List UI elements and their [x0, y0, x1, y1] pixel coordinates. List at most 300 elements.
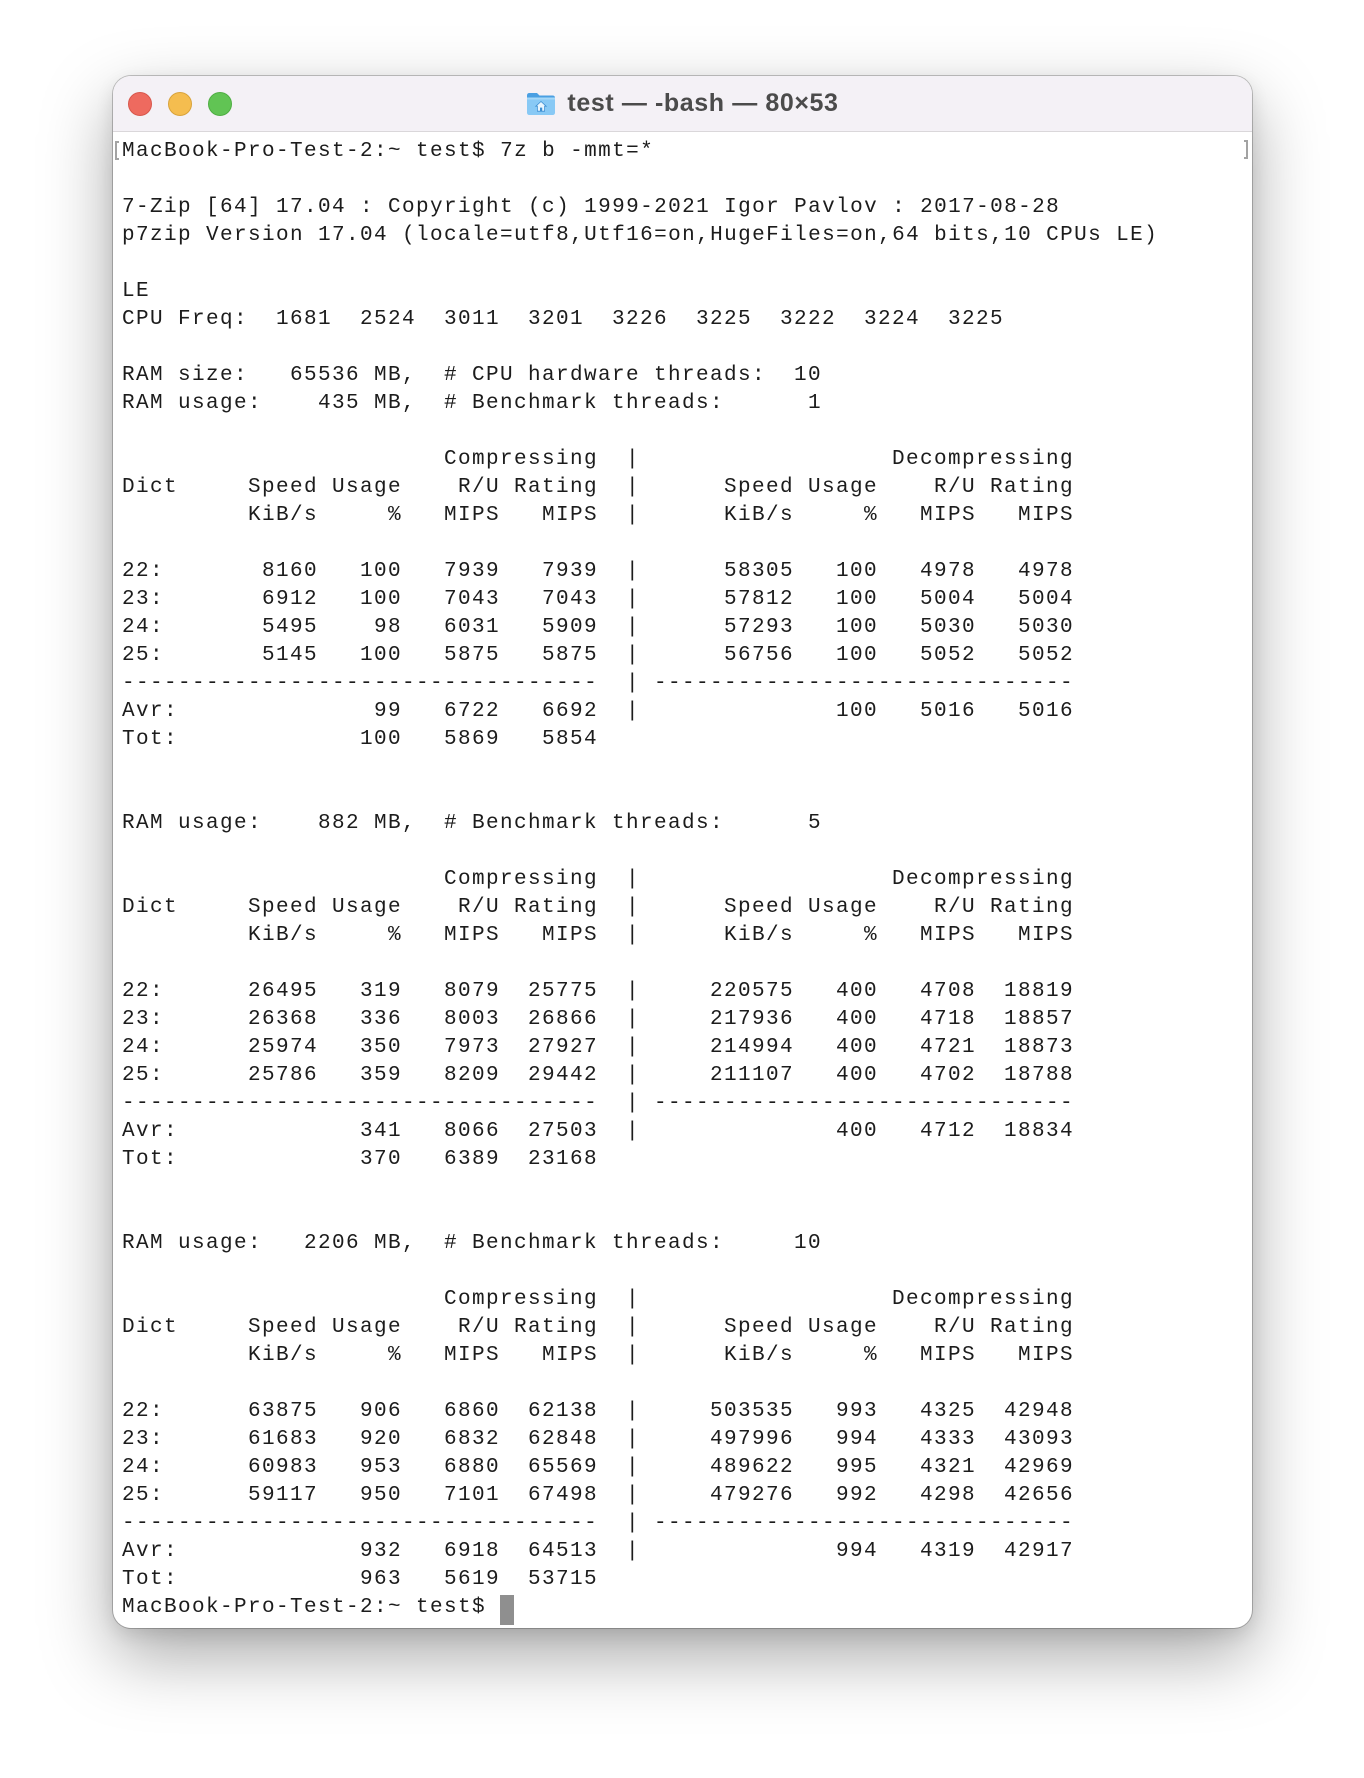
cpu-freq-value: 3224 [863, 308, 920, 331]
unit-speed: KiB/s [248, 924, 319, 947]
header-usage: Usage [807, 1316, 878, 1339]
bench-threads-value: 1 [807, 392, 822, 415]
table-header-columns [122, 474, 1252, 502]
table-header-section [122, 1286, 1252, 1314]
decompress-ru: 4333 [919, 1428, 976, 1451]
unit-mips: MIPS [443, 504, 500, 527]
dict-size: 25: [122, 1484, 165, 1507]
avr-compress-usage: 932 [359, 1540, 402, 1563]
prompt-line[interactable] [122, 1594, 1252, 1622]
header-rating: Rating [513, 1316, 598, 1339]
tot-rating: 23168 [527, 1148, 598, 1171]
header-decompressing: Decompressing [891, 448, 1074, 471]
bench-threads-label: # Benchmark threads: [444, 812, 725, 835]
compress-usage: 100 [359, 588, 402, 611]
table-header-units [122, 922, 1252, 950]
compress-rating: 67498 [527, 1484, 598, 1507]
avr-compress-ru: 8066 [443, 1120, 500, 1143]
compress-ru: 7973 [443, 1036, 500, 1059]
decompress-usage: 400 [835, 1064, 878, 1087]
compress-rating: 62848 [527, 1428, 598, 1451]
column-divider: | [625, 700, 640, 723]
ram-usage-value: 2206 [303, 1232, 360, 1255]
tot-rating: 53715 [527, 1568, 598, 1591]
cpu-freq-value: 1681 [275, 308, 332, 331]
blank-line [122, 838, 1252, 866]
compress-speed: 25786 [247, 1064, 318, 1087]
header-dict: Dict [122, 476, 179, 499]
compress-ru: 6880 [443, 1456, 500, 1479]
avr-compress-rating: 64513 [527, 1540, 598, 1563]
column-divider: | [625, 672, 640, 695]
column-divider: | [625, 1120, 640, 1143]
avr-compress-rating: 27503 [527, 1120, 598, 1143]
column-divider: | [625, 868, 640, 891]
column-divider: | [625, 644, 640, 667]
compress-rating: 26866 [527, 1008, 598, 1031]
ram-usage-line [122, 390, 1252, 418]
blank-line [122, 950, 1252, 978]
compress-rating: 5909 [541, 616, 598, 639]
blank-line [122, 166, 1252, 194]
column-divider: | [625, 1064, 640, 1087]
header-speed: Speed [723, 476, 794, 499]
line-mark-left-icon [115, 141, 119, 160]
dict-size: 24: [122, 1456, 165, 1479]
unit-usage: % [387, 1344, 402, 1367]
avr-decompress-usage: 400 [835, 1120, 878, 1143]
decompress-speed: 57812 [723, 588, 794, 611]
unit-mips: MIPS [443, 1344, 500, 1367]
column-divider: | [625, 1428, 640, 1451]
decompress-usage: 100 [835, 644, 878, 667]
decompress-ru: 4298 [919, 1484, 976, 1507]
compress-usage: 319 [359, 980, 402, 1003]
compress-rating: 25775 [527, 980, 598, 1003]
text-cursor [500, 1595, 514, 1625]
unit-mips: MIPS [541, 1344, 598, 1367]
compress-speed: 6912 [261, 588, 318, 611]
bench-row [122, 1454, 1252, 1482]
compress-ru: 6832 [443, 1428, 500, 1451]
decompress-ru: 4721 [919, 1036, 976, 1059]
rule-right: ------------------------------ [653, 1092, 1074, 1115]
decompress-rating: 18857 [1003, 1008, 1074, 1031]
bench-row [122, 586, 1252, 614]
blank-line [122, 1370, 1252, 1398]
dict-size: 24: [122, 1036, 165, 1059]
average-row [122, 1118, 1252, 1146]
column-divider: | [625, 476, 640, 499]
decompress-speed: 56756 [723, 644, 794, 667]
column-divider: | [625, 980, 640, 1003]
column-divider: | [625, 1456, 640, 1479]
decompress-ru: 4325 [919, 1400, 976, 1423]
header-compressing: Compressing [443, 448, 598, 471]
header-rating: Rating [989, 1316, 1074, 1339]
decompress-rating: 43093 [1003, 1428, 1074, 1451]
ram-usage-unit: MB, [373, 392, 416, 415]
table-header-columns [122, 1314, 1252, 1342]
unit-mips: MIPS [919, 504, 976, 527]
terminal-window [113, 76, 1252, 1628]
column-divider: | [625, 1400, 640, 1423]
hw-threads-value: 10 [793, 364, 822, 387]
dict-size: 25: [122, 1064, 165, 1087]
ram-usage-unit: MB, [373, 812, 416, 835]
total-row [122, 1146, 1252, 1174]
ram-size-label: RAM size: [122, 364, 249, 387]
compress-ru: 7101 [443, 1484, 500, 1507]
bench-row [122, 1034, 1252, 1062]
cpu-freq-line [122, 306, 1252, 334]
bench-row [122, 1426, 1252, 1454]
avr-compress-ru: 6722 [443, 700, 500, 723]
decompress-rating: 18873 [1003, 1036, 1074, 1059]
dict-size: 25: [122, 644, 165, 667]
decompress-rating: 42969 [1003, 1456, 1074, 1479]
header-ru: R/U [933, 476, 976, 499]
total-row [122, 1566, 1252, 1594]
compress-speed: 8160 [261, 560, 318, 583]
column-divider: | [625, 1008, 640, 1031]
column-divider: | [625, 1036, 640, 1059]
dict-size: 22: [122, 560, 165, 583]
unit-mips: MIPS [919, 1344, 976, 1367]
unit-usage: % [863, 504, 878, 527]
decompress-ru: 4702 [919, 1064, 976, 1087]
column-divider: | [625, 1512, 640, 1535]
separator-line [122, 1510, 1252, 1538]
header-ru: R/U [457, 1316, 500, 1339]
decompress-speed: 211107 [709, 1064, 794, 1087]
tot-usage: 963 [359, 1568, 402, 1591]
compress-speed: 60983 [247, 1456, 318, 1479]
decompress-speed: 58305 [723, 560, 794, 583]
header-compressing: Compressing [443, 1288, 598, 1311]
column-divider: | [625, 560, 640, 583]
cpu-freq-value: 3225 [947, 308, 1004, 331]
window-title: test — -bash — 80×53 [567, 89, 839, 117]
header-usage: Usage [807, 476, 878, 499]
header-dict: Dict [122, 1316, 179, 1339]
bench-threads-value: 5 [807, 812, 822, 835]
table-header-columns [122, 894, 1252, 922]
avr-decompress-usage: 100 [835, 700, 878, 723]
column-divider: | [625, 1344, 640, 1367]
compress-usage: 100 [359, 560, 402, 583]
decompress-rating: 42948 [1003, 1400, 1074, 1423]
decompress-speed: 503535 [709, 1400, 794, 1423]
header-speed: Speed [723, 1316, 794, 1339]
header-decompressing: Decompressing [891, 1288, 1074, 1311]
cpu-freq-value: 3222 [779, 308, 836, 331]
unit-usage: % [387, 924, 402, 947]
tot-label: Tot: [122, 1148, 179, 1171]
header-speed: Speed [248, 1316, 319, 1339]
unit-usage: % [863, 1344, 878, 1367]
tot-ru: 6389 [443, 1148, 500, 1171]
dict-size: 23: [122, 588, 165, 611]
ram-usage-line [122, 810, 1252, 838]
compress-rating: 27927 [527, 1036, 598, 1059]
bench-row [122, 1398, 1252, 1426]
unit-mips: MIPS [541, 924, 598, 947]
compress-rating: 5875 [541, 644, 598, 667]
blank-line [122, 334, 1252, 362]
compress-ru: 6031 [443, 616, 500, 639]
avr-decompress-usage: 994 [835, 1540, 878, 1563]
avr-label: Avr: [122, 700, 179, 723]
header-ru: R/U [933, 896, 976, 919]
tot-ru: 5619 [443, 1568, 500, 1591]
unit-speed: KiB/s [723, 504, 794, 527]
window-title-group [113, 76, 1252, 131]
table-header-units [122, 502, 1252, 530]
rule-left: ---------------------------------- [122, 1092, 599, 1115]
compress-rating: 29442 [527, 1064, 598, 1087]
unit-mips: MIPS [443, 924, 500, 947]
ram-size-value: 65536 [289, 364, 360, 387]
bench-row [122, 1482, 1252, 1510]
decompress-rating: 5052 [1017, 644, 1074, 667]
avr-decompress-rating: 5016 [1017, 700, 1074, 723]
dict-size: 23: [122, 1428, 165, 1451]
avr-label: Avr: [122, 1540, 179, 1563]
decompress-ru: 5030 [919, 616, 976, 639]
blank-line [122, 418, 1252, 446]
compress-speed: 5495 [261, 616, 318, 639]
column-divider: | [625, 588, 640, 611]
rule-left: ---------------------------------- [122, 672, 599, 695]
header-rating: Rating [989, 896, 1074, 919]
decompress-rating: 5004 [1017, 588, 1074, 611]
shell-prompt: MacBook-Pro-Test-2:~ test$ [122, 140, 487, 163]
blank-line [122, 1174, 1252, 1202]
column-divider: | [625, 896, 640, 919]
tot-rating: 5854 [541, 728, 598, 751]
separator-line [122, 670, 1252, 698]
bench-row [122, 642, 1252, 670]
header-usage: Usage [331, 476, 402, 499]
bench-threads-label: # Benchmark threads: [444, 392, 725, 415]
unit-speed: KiB/s [248, 504, 319, 527]
table-header-section [122, 446, 1252, 474]
compress-ru: 6860 [443, 1400, 500, 1423]
table-header-section [122, 866, 1252, 894]
compress-usage: 920 [359, 1428, 402, 1451]
decompress-speed: 497996 [709, 1428, 794, 1451]
unit-mips: MIPS [1017, 504, 1074, 527]
terminal-output[interactable] [122, 132, 1252, 1628]
avr-decompress-ru: 4712 [919, 1120, 976, 1143]
unit-mips: MIPS [1017, 924, 1074, 947]
column-divider: | [625, 924, 640, 947]
cpu-freq-value: 3226 [611, 308, 668, 331]
bench-row [122, 978, 1252, 1006]
decompress-ru: 4718 [919, 1008, 976, 1031]
compress-speed: 25974 [247, 1036, 318, 1059]
compress-speed: 26495 [247, 980, 318, 1003]
header-dict: Dict [122, 896, 179, 919]
unit-mips: MIPS [1017, 1344, 1074, 1367]
compress-usage: 953 [359, 1456, 402, 1479]
compress-usage: 336 [359, 1008, 402, 1031]
header-speed: Speed [248, 896, 319, 919]
cpu-freq-value: 2524 [359, 308, 416, 331]
table-header-units [122, 1342, 1252, 1370]
decompress-rating: 18819 [1003, 980, 1074, 1003]
ram-usage-label: RAM usage: [122, 1232, 263, 1255]
column-divider: | [625, 1540, 640, 1563]
unit-mips: MIPS [541, 504, 598, 527]
header-decompressing: Decompressing [891, 868, 1074, 891]
separator-line [122, 1090, 1252, 1118]
bench-row [122, 1006, 1252, 1034]
avr-decompress-rating: 18834 [1003, 1120, 1074, 1143]
avr-decompress-ru: 4319 [919, 1540, 976, 1563]
tot-usage: 100 [359, 728, 402, 751]
ram-usage-unit: MB, [373, 1232, 416, 1255]
compress-usage: 359 [359, 1064, 402, 1087]
header-speed: Speed [723, 896, 794, 919]
decompress-speed: 217936 [709, 1008, 794, 1031]
compress-speed: 26368 [247, 1008, 318, 1031]
header-usage: Usage [807, 896, 878, 919]
tot-usage: 370 [359, 1148, 402, 1171]
compress-ru: 5875 [443, 644, 500, 667]
compress-rating: 62138 [527, 1400, 598, 1423]
compress-speed: 61683 [247, 1428, 318, 1451]
ram-usage-value: 435 [317, 392, 360, 415]
p7zip-line: p7zip Version 17.04 (locale=utf8,Utf16=on,HugeFiles=on,64 bits,10 CPUs LE) [122, 224, 1159, 247]
bench-threads-value: 10 [793, 1232, 822, 1255]
unit-mips: MIPS [919, 924, 976, 947]
dict-size: 23: [122, 1008, 165, 1031]
tot-label: Tot: [122, 728, 179, 751]
compress-speed: 5145 [261, 644, 318, 667]
tot-ru: 5869 [443, 728, 500, 751]
compress-ru: 8003 [443, 1008, 500, 1031]
decompress-usage: 992 [835, 1484, 878, 1507]
rule-right: ------------------------------ [653, 1512, 1074, 1535]
header-compressing: Compressing [443, 868, 598, 891]
version-line: 7-Zip [64] 17.04 : Copyright (c) 1999-2021 Igor Pavlov : 2017-08-28 [122, 196, 1061, 219]
decompress-speed: 57293 [723, 616, 794, 639]
header-rating: Rating [989, 476, 1074, 499]
decompress-usage: 400 [835, 1008, 878, 1031]
avr-decompress-rating: 42917 [1003, 1540, 1074, 1563]
blank-line [122, 782, 1252, 810]
header-speed: Speed [248, 476, 319, 499]
column-divider: | [625, 448, 640, 471]
decompress-speed: 489622 [709, 1456, 794, 1479]
average-row [122, 698, 1252, 726]
ram-usage-line [122, 1230, 1252, 1258]
unit-speed: KiB/s [248, 1344, 319, 1367]
cpu-freq-value: 3011 [443, 308, 500, 331]
header-rating: Rating [513, 896, 598, 919]
command-text: 7z b -mmt=* [500, 140, 655, 163]
bench-row [122, 558, 1252, 586]
decompress-usage: 400 [835, 1036, 878, 1059]
cpu-freq-label: CPU Freq: [122, 308, 249, 331]
compress-ru: 7043 [443, 588, 500, 611]
bench-row [122, 614, 1252, 642]
decompress-ru: 4978 [919, 560, 976, 583]
column-divider: | [625, 616, 640, 639]
decompress-rating: 18788 [1003, 1064, 1074, 1087]
header-rating: Rating [513, 476, 598, 499]
column-divider: | [625, 1288, 640, 1311]
compress-ru: 8079 [443, 980, 500, 1003]
rule-right: ------------------------------ [653, 672, 1074, 695]
decompress-usage: 100 [835, 616, 878, 639]
column-divider: | [625, 1316, 640, 1339]
avr-compress-rating: 6692 [541, 700, 598, 723]
decompress-usage: 400 [835, 980, 878, 1003]
column-divider: | [625, 1092, 640, 1115]
total-row [122, 726, 1252, 754]
ram-usage-value: 882 [317, 812, 360, 835]
decompress-usage: 100 [835, 560, 878, 583]
compress-usage: 350 [359, 1036, 402, 1059]
compress-speed: 63875 [247, 1400, 318, 1423]
avr-decompress-ru: 5016 [919, 700, 976, 723]
header-usage: Usage [331, 896, 402, 919]
header-ru: R/U [457, 896, 500, 919]
decompress-usage: 100 [835, 588, 878, 611]
decompress-speed: 479276 [709, 1484, 794, 1507]
hw-threads-label: # CPU hardware threads: [444, 364, 767, 387]
tot-label: Tot: [122, 1568, 179, 1591]
cpu-freq-value: 3225 [695, 308, 752, 331]
bench-row [122, 1062, 1252, 1090]
bench-threads-label: # Benchmark threads: [444, 1232, 725, 1255]
blank-line [122, 250, 1252, 278]
compress-rating: 65569 [527, 1456, 598, 1479]
dict-size: 22: [122, 980, 165, 1003]
column-divider: | [625, 504, 640, 527]
shell-prompt: MacBook-Pro-Test-2:~ test$ [122, 1596, 487, 1619]
header-usage: Usage [331, 1316, 402, 1339]
ram-size-line [122, 362, 1252, 390]
decompress-usage: 995 [835, 1456, 878, 1479]
unit-speed: KiB/s [723, 924, 794, 947]
decompress-ru: 4321 [919, 1456, 976, 1479]
unit-speed: KiB/s [723, 1344, 794, 1367]
home-folder-icon [526, 91, 556, 116]
cpu-freq-value: 3201 [527, 308, 584, 331]
compress-rating: 7939 [541, 560, 598, 583]
compress-rating: 7043 [541, 588, 598, 611]
header-ru: R/U [457, 476, 500, 499]
compress-usage: 906 [359, 1400, 402, 1423]
title-bar[interactable] [113, 76, 1252, 132]
avr-compress-usage: 341 [359, 1120, 402, 1143]
column-divider: | [625, 1484, 640, 1507]
blank-line [122, 754, 1252, 782]
unit-usage: % [387, 504, 402, 527]
ram-size-unit: MB, [373, 364, 416, 387]
decompress-ru: 4708 [919, 980, 976, 1003]
ram-usage-label: RAM usage: [122, 392, 263, 415]
decompress-rating: 42656 [1003, 1484, 1074, 1507]
avr-compress-usage: 99 [373, 700, 402, 723]
compress-speed: 59117 [247, 1484, 318, 1507]
avr-label: Avr: [122, 1120, 179, 1143]
unit-usage: % [863, 924, 878, 947]
